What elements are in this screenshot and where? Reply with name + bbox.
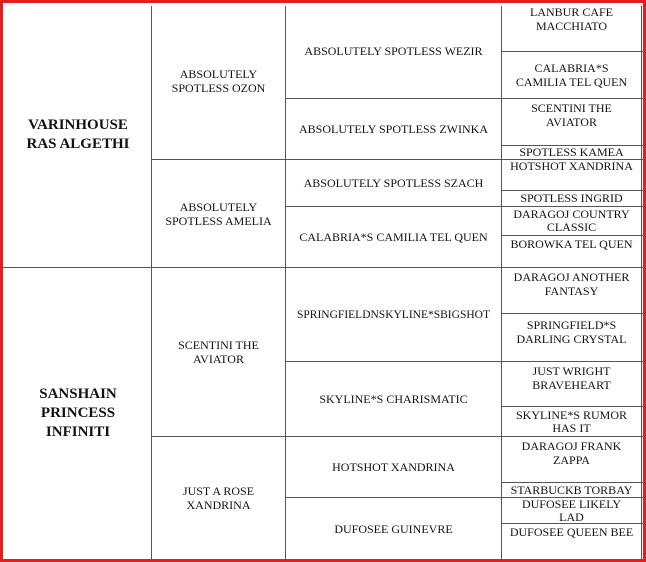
- gen4-ancestor-1: LANBUR CAFE MACCHIATO: [529, 5, 613, 33]
- great-grandparent-1: ABSOLUTELY SPOTLESS WEZIR: [304, 43, 483, 58]
- column-divider-4: [641, 6, 642, 559]
- gen4-ancestor-9: DARAGOJ ANOTHER FANTASY: [513, 270, 630, 298]
- gen4-ancestor-16: DUFOSEE QUEEN BEE: [509, 524, 634, 539]
- paternal-grandsire: ABSOLUTELY SPOTLESS OZON: [171, 67, 266, 95]
- gen4-ancestor-15: DUFOSEE LIKELY LAD: [521, 497, 622, 524]
- gen4-ancestor-4: SPOTLESS KAMEA: [519, 145, 624, 159]
- gen4-ancestor-14: STARBUCKB TORBAY: [510, 482, 633, 497]
- gen4-ancestor-13: DARAGOJ FRANK ZAPPA: [521, 439, 622, 467]
- gen4-ancestor-6: SPOTLESS INGRID: [520, 191, 623, 205]
- gen4-ancestor-11: JUST WRIGHT BRAVEHEART: [532, 364, 611, 392]
- gen4-ancestor-5: HOTSHOT XANDRINA: [510, 159, 633, 173]
- great-grandparent-2: ABSOLUTELY SPOTLESS ZWINKA: [298, 122, 489, 136]
- dam: SANSHAIN PRINCESS INFINITI: [39, 386, 117, 440]
- gen4-ancestor-3: SCENTINI THE AVIATOR: [531, 101, 612, 129]
- maternal-granddam: JUST A ROSE XANDRINA: [182, 484, 255, 512]
- maternal-grandsire: SCENTINI THE AVIATOR: [178, 338, 259, 366]
- great-grandparent-4: CALABRIA*S CAMILIA TEL QUEN: [299, 230, 488, 244]
- great-grandparent-5: SPRINGFIELDNSKYLINE*SBIGSHOT: [297, 308, 490, 321]
- gen4-ancestor-12: SKYLINE*S RUMOR HAS IT: [515, 408, 627, 435]
- gen4-ancestor-2: CALABRIA*S CAMILIA TEL QUEN: [515, 61, 628, 89]
- gen4-ancestor-8: BOROWKA TEL QUEN: [510, 236, 633, 251]
- gen4-ancestor-7: DARAGOJ COUNTRY CLASSIC: [513, 207, 630, 234]
- paternal-granddam: ABSOLUTELY SPOTLESS AMELIA: [165, 199, 272, 228]
- gen4-ancestor-10: SPRINGFIELD*S DARLING CRYSTAL: [516, 318, 627, 346]
- great-grandparent-8: DUFOSEE GUINEVRE: [334, 521, 453, 536]
- sire: VARINHOUSE RAS ALGETHI: [26, 117, 130, 152]
- great-grandparent-3: ABSOLUTELY SPOTLESS SZACH: [303, 176, 484, 190]
- great-grandparent-6: SKYLINE*S CHARISMATIC: [319, 392, 468, 406]
- great-grandparent-7: HOTSHOT XANDRINA: [332, 460, 455, 474]
